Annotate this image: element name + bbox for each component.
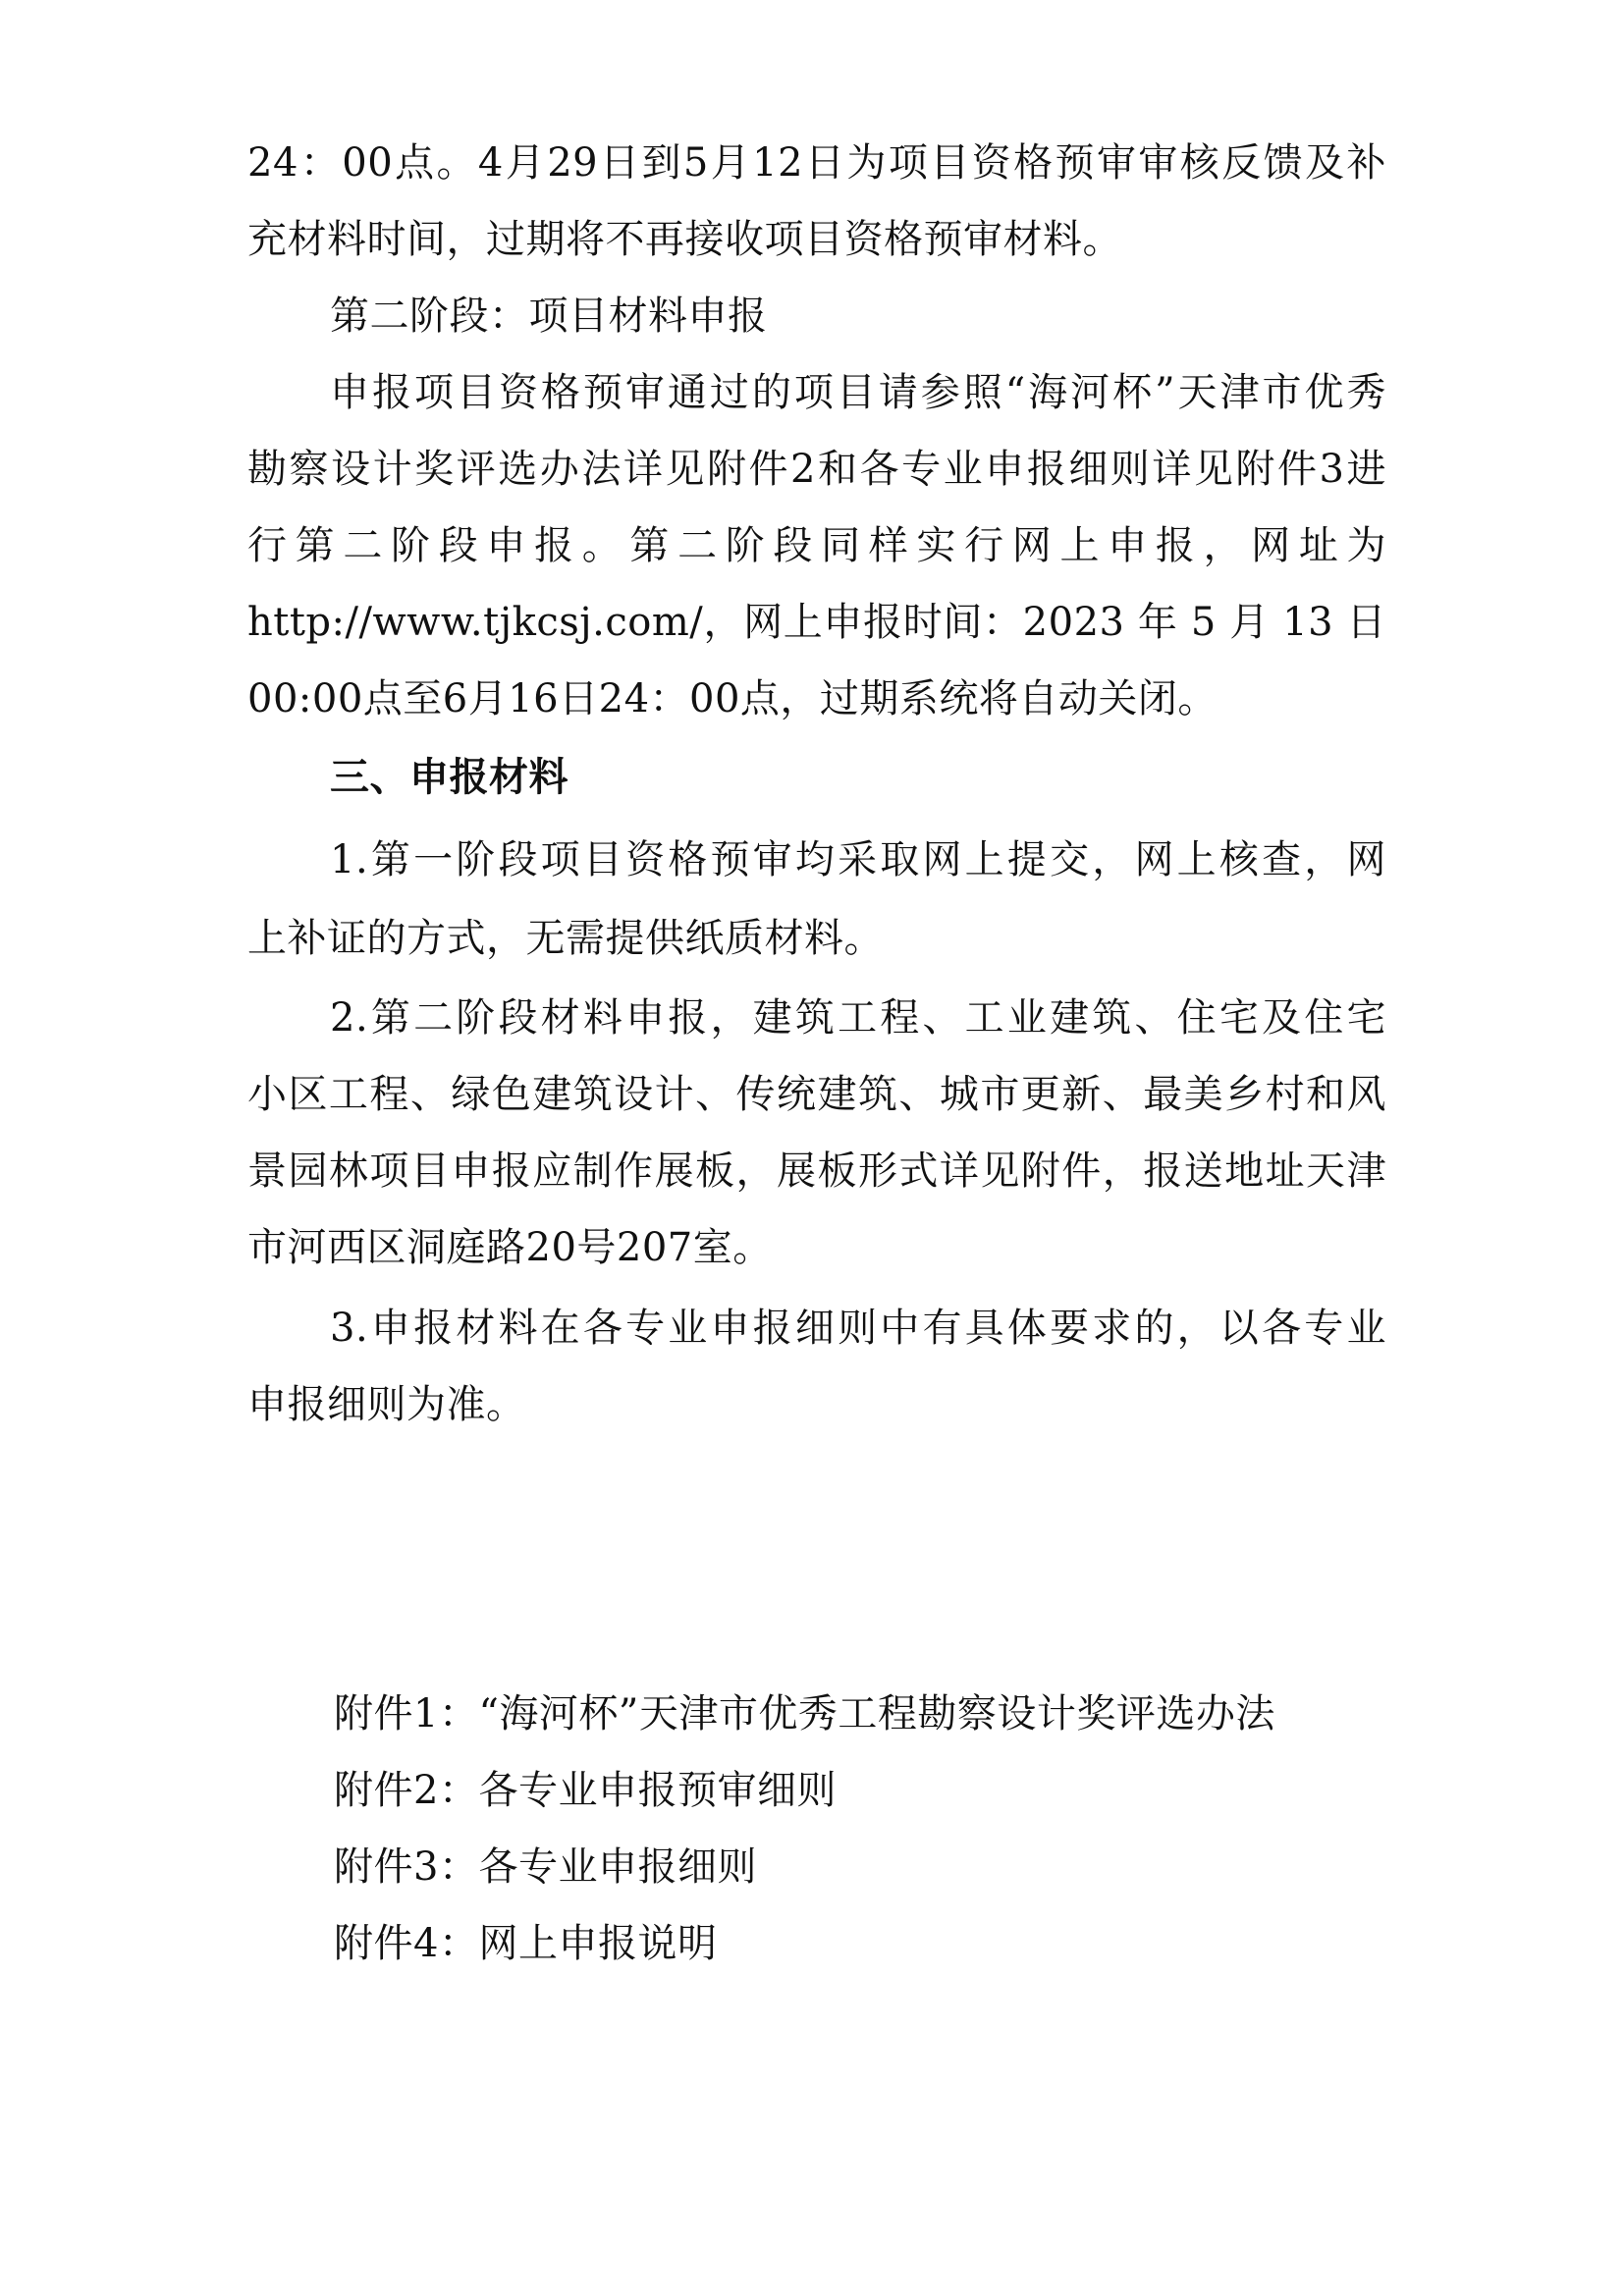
paragraph-line: 小区工程、绿色建筑设计、传统建筑、城市更新、最美乡村和风	[247, 1072, 1386, 1117]
attachment-item: 附件3：各专业申报细则	[334, 1844, 757, 1890]
attachment-item: 附件2：各专业申报预审细则	[334, 1768, 837, 1813]
paragraph-line: 申报项目资格预审通过的项目请参照“海河杯”天津市优秀	[330, 370, 1386, 415]
paragraph-line: 00:00点至6月16日24：00点，过期系统将自动关闭。	[247, 676, 1218, 721]
section-heading: 三、申报材料	[330, 755, 568, 800]
paragraph-line: 景园林项目申报应制作展板，展板形式详见附件，报送地址天津	[247, 1148, 1386, 1194]
paragraph-line: 2.第二阶段材料申报，建筑工程、工业建筑、住宅及住宅	[330, 995, 1386, 1041]
paragraph-line: 上补证的方式，无需提供纸质材料。	[247, 916, 884, 961]
paragraph-line: 充材料时间，过期将不再接收项目资格预审材料。	[247, 217, 1122, 262]
paragraph-line: 行第二阶段申报。第二阶段同样实行网上申报，网址为	[247, 523, 1386, 568]
paragraph-line: 市河西区洞庭路20号207室。	[247, 1225, 773, 1270]
stage2-title: 第二阶段：项目材料申报	[330, 294, 768, 339]
attachment-item: 附件4：网上申报说明	[334, 1921, 718, 1966]
attachment-item: 附件1：“海河杯”天津市优秀工程勘察设计奖评选办法	[334, 1691, 1275, 1736]
paragraph-line: 勘察设计奖评选办法详见附件2和各专业申报细则详见附件3进	[247, 447, 1386, 492]
paragraph-line: 1.第一阶段项目资格预审均采取网上提交，网上核查，网	[330, 837, 1386, 882]
paragraph-line: 申报细则为准。	[247, 1382, 526, 1427]
paragraph-line: 3.申报材料在各专业申报细则中有具体要求的，以各专业	[330, 1306, 1386, 1351]
paragraph-line: http://www.tjkcsj.com/，网上申报时间：2023 年 5 月 13 日	[247, 600, 1386, 645]
paragraph-line: 24：00点。4月29日到5月12日为项目资格预审审核反馈及补	[247, 140, 1386, 186]
